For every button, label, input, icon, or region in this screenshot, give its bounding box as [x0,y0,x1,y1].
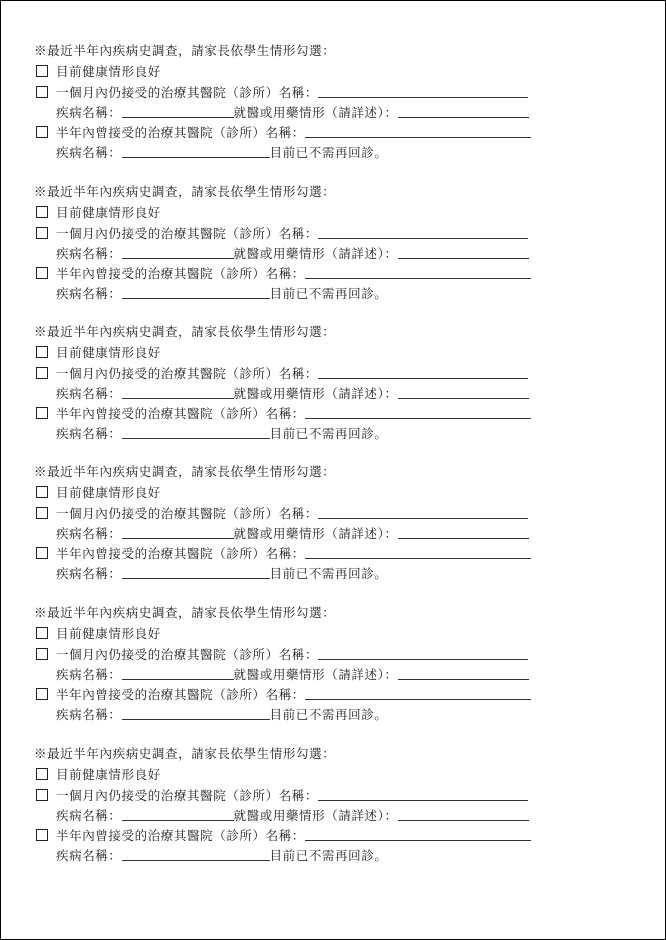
ongoing-treatment-checkbox[interactable] [36,86,48,98]
past-disease-field[interactable] [122,426,270,439]
ongoing-disease-field[interactable] [122,526,234,539]
past-treatment-row [36,124,531,142]
healthy-row [36,344,161,362]
past-hospital-field[interactable] [305,125,531,138]
past-detail-row [36,425,387,443]
ongoing-disease-field[interactable] [122,246,234,259]
no-followup-label: 目前已不需再回診。 [269,426,388,441]
past-disease-field[interactable] [122,145,270,158]
healthy-checkbox[interactable] [36,206,48,218]
healthy-label: 目前健康情形良好 [56,767,161,782]
past-treatment-checkbox[interactable] [36,267,48,279]
no-followup-label: 目前已不需再回診。 [269,566,388,581]
no-followup-label: 目前已不需再回診。 [269,286,388,301]
healthy-checkbox[interactable] [36,65,48,77]
healthy-label: 目前健康情形良好 [56,345,161,360]
ongoing-detail-row [36,385,529,403]
past-detail-row [36,285,387,303]
healthy-label: 目前健康情形良好 [56,626,161,641]
treatment-detail-label: 就醫或用藥情形（請詳述）： [233,667,398,682]
ongoing-detail-row [36,525,529,543]
ongoing-treatment-label: 一個月內仍接受的治療其醫院（診所）名稱： [56,85,319,100]
ongoing-treatment-row [36,225,528,243]
section-title: ※最近半年內疾病史調查，請家長依學生情形勾選： [34,605,336,620]
no-followup-label: 目前已不需再回診。 [269,145,388,160]
disease-name-label: 疾病名稱： [56,526,122,541]
ongoing-hospital-field[interactable] [318,85,528,98]
ongoing-hospital-field[interactable] [318,506,528,519]
ongoing-disease-field[interactable] [122,808,234,821]
healthy-row [36,484,161,502]
no-followup-label: 目前已不需再回診。 [269,848,388,863]
past-detail-row [36,144,387,162]
ongoing-treatment-label: 一個月內仍接受的治療其醫院（診所）名稱： [56,647,319,662]
treatment-detail-field[interactable] [398,526,529,539]
disease-name-label: 疾病名稱： [56,386,122,401]
past-treatment-checkbox[interactable] [36,126,48,138]
ongoing-detail-row [36,104,529,122]
past-hospital-field[interactable] [305,687,531,700]
healthy-checkbox[interactable] [36,627,48,639]
medical-history-section [1,744,665,884]
ongoing-treatment-row [36,646,528,664]
past-disease-field[interactable] [122,848,270,861]
healthy-label: 目前健康情形良好 [56,64,161,79]
ongoing-treatment-checkbox[interactable] [36,227,48,239]
treatment-detail-field[interactable] [398,808,529,821]
treatment-detail-field[interactable] [398,386,529,399]
treatment-detail-label: 就醫或用藥情形（請詳述）： [233,526,398,541]
past-treatment-label: 半年內曾接受的治療其醫院（診所）名稱： [56,406,305,421]
past-treatment-checkbox[interactable] [36,829,48,841]
ongoing-disease-field[interactable] [122,386,234,399]
past-treatment-label: 半年內曾接受的治療其醫院（診所）名稱： [56,546,305,561]
medical-history-section [1,41,665,181]
section-title: ※最近半年內疾病史調查，請家長依學生情形勾選： [34,324,336,339]
healthy-checkbox[interactable] [36,486,48,498]
past-detail-row [36,565,387,583]
ongoing-treatment-row [36,787,528,805]
ongoing-detail-row [36,807,529,825]
past-treatment-checkbox[interactable] [36,407,48,419]
disease-name-label: 疾病名稱： [56,145,122,160]
ongoing-treatment-row [36,84,528,102]
past-treatment-checkbox[interactable] [36,547,48,559]
past-treatment-row [36,827,531,845]
healthy-checkbox[interactable] [36,768,48,780]
past-disease-field[interactable] [122,707,270,720]
ongoing-treatment-label: 一個月內仍接受的治療其醫院（診所）名稱： [56,366,319,381]
ongoing-treatment-label: 一個月內仍接受的治療其醫院（診所）名稱： [56,788,319,803]
medical-history-section [1,462,665,602]
section-title: ※最近半年內疾病史調查，請家長依學生情形勾選： [34,464,336,479]
past-treatment-row [36,545,531,563]
past-treatment-label: 半年內曾接受的治療其醫院（診所）名稱： [56,828,305,843]
past-disease-field[interactable] [122,566,270,579]
past-treatment-label: 半年內曾接受的治療其醫院（診所）名稱： [56,687,305,702]
section-title: ※最近半年內疾病史調查，請家長依學生情形勾選： [34,184,336,199]
ongoing-treatment-row [36,505,528,523]
treatment-detail-label: 就醫或用藥情形（請詳述）： [233,105,398,120]
past-treatment-row [36,405,531,423]
healthy-row [36,204,161,222]
treatment-detail-field[interactable] [398,105,529,118]
medical-history-section [1,182,665,322]
past-treatment-label: 半年內曾接受的治療其醫院（診所）名稱： [56,125,305,140]
no-followup-label: 目前已不需再回診。 [269,707,388,722]
past-detail-row [36,847,387,865]
treatment-detail-field[interactable] [398,246,529,259]
ongoing-treatment-row [36,365,528,383]
past-hospital-field[interactable] [305,828,531,841]
healthy-checkbox[interactable] [36,346,48,358]
disease-name-label: 疾病名稱： [56,707,122,722]
disease-name-label: 疾病名稱： [56,848,122,863]
treatment-detail-label: 就醫或用藥情形（請詳述）： [233,386,398,401]
ongoing-treatment-checkbox[interactable] [36,507,48,519]
healthy-row [36,766,161,784]
section-title: ※最近半年內疾病史調查，請家長依學生情形勾選： [34,746,336,761]
section-title: ※最近半年內疾病史調查，請家長依學生情形勾選： [34,43,336,58]
healthy-label: 目前健康情形良好 [56,205,161,220]
past-hospital-field[interactable] [305,406,531,419]
past-hospital-field[interactable] [305,546,531,559]
ongoing-treatment-label: 一個月內仍接受的治療其醫院（診所）名稱： [56,506,319,521]
ongoing-treatment-checkbox[interactable] [36,789,48,801]
disease-name-label: 疾病名稱： [56,667,122,682]
past-disease-field[interactable] [122,286,270,299]
ongoing-hospital-field[interactable] [318,788,528,801]
ongoing-hospital-field[interactable] [318,366,528,379]
past-detail-row [36,706,387,724]
disease-name-label: 疾病名稱： [56,246,122,261]
treatment-detail-field[interactable] [398,667,529,680]
treatment-detail-label: 就醫或用藥情形（請詳述）： [233,808,398,823]
treatment-detail-label: 就醫或用藥情形（請詳述）： [233,246,398,261]
ongoing-treatment-label: 一個月內仍接受的治療其醫院（診所）名稱： [56,226,319,241]
past-hospital-field[interactable] [305,266,531,279]
ongoing-treatment-checkbox[interactable] [36,648,48,660]
healthy-row [36,63,161,81]
disease-name-label: 疾病名稱： [56,105,122,120]
past-treatment-row [36,265,531,283]
ongoing-disease-field[interactable] [122,105,234,118]
medical-history-section [1,322,665,462]
past-treatment-checkbox[interactable] [36,688,48,700]
ongoing-hospital-field[interactable] [318,647,528,660]
past-treatment-row [36,686,531,704]
disease-name-label: 疾病名稱： [56,808,122,823]
disease-name-label: 疾病名稱： [56,426,122,441]
medical-history-section [1,603,665,743]
ongoing-hospital-field[interactable] [318,226,528,239]
ongoing-detail-row [36,666,529,684]
healthy-row [36,625,161,643]
ongoing-treatment-checkbox[interactable] [36,367,48,379]
healthy-label: 目前健康情形良好 [56,485,161,500]
past-treatment-label: 半年內曾接受的治療其醫院（診所）名稱： [56,266,305,281]
ongoing-detail-row [36,245,529,263]
disease-name-label: 疾病名稱： [56,286,122,301]
ongoing-disease-field[interactable] [122,667,234,680]
disease-name-label: 疾病名稱： [56,566,122,581]
